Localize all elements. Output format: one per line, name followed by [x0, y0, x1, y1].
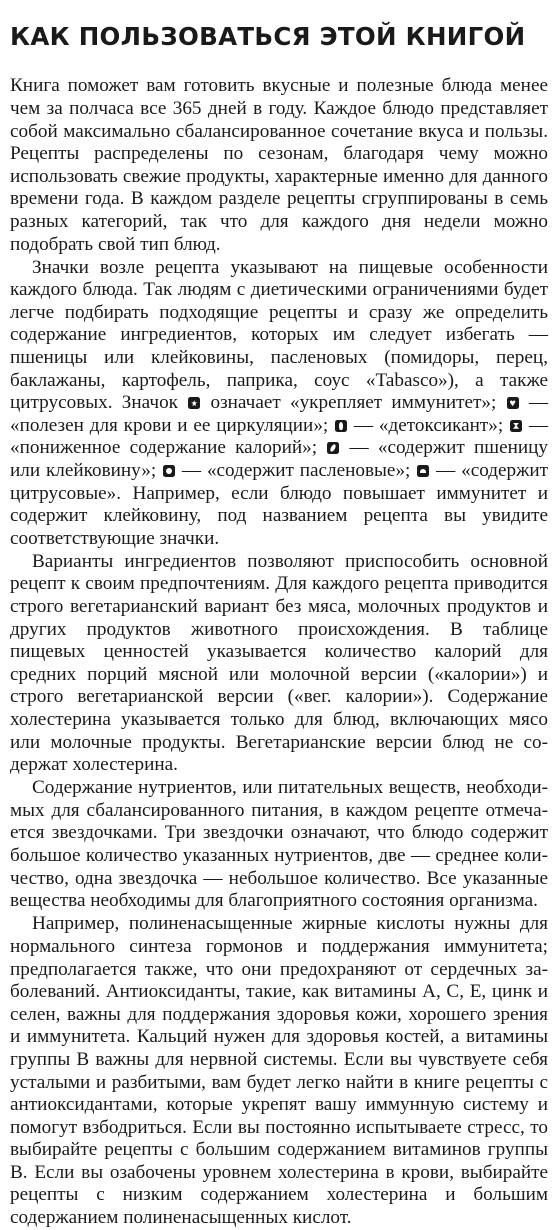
icons-text-a: Значки возле рецепта указывают на пищевые особенности каждого блюда. Так людям с диетическими ограничениями будет легче подбирать подходящие рецепты и сразу же определить содержание ингредиентов, которых им следует избегать — пшеницы или клейковины, пасленовых (помидоры, перец, баклажаны, картофель, паприка, соус «Tabasco»), а также цитрусовых. Значок [10, 256, 548, 414]
paragraph-examples: Например, полиненасыщенные жирные кислоты нужны для нормального синтеза гормонов и поддержания иммунитета; предполагается также, что они предохраняют от сердечных заболеваний. Антиоксиданты, такие, как витамины А, С, Е, цинк и селен, важны для поддержания здоровья кожи, хорошего зрения и иммунитета. Кальций нужен для здоровья костей, а витамины группы В важны для нервной системы. Если вы чувствуете себя усталыми и разбитыми, вам будет легко найти в книге рецепты с антиоксидантами, которые укрепят вашу иммунную систему и помогут взбодриться. Если вы постоянно испытываете стресс, то выбирайте рецепты с большим содержанием витаминов группы В. Если вы озабочены уровнем холестерина в крови, выбирайте рецепты с низким содержанием холестерина и большим содержанием полиненасыщенных кислот. [10, 913, 548, 1229]
immunity-icon [188, 397, 200, 409]
nightshade-icon [163, 465, 175, 477]
blood-circulation-icon [507, 397, 519, 409]
paragraph-variants: Варианты ингредиентов позволяют приспособить основной рецепт к своим предпочтениям. Для каждого рецепта приводится строго вегетарианский вариант без мяса, молочных продуктов и других продуктов животного происхождения. В таблице пищевых ценностей указывается количество калорий для средних порций мясной или молочной версии («калории») и строго вегетарианской версии («вег. калории»). Содержание холестерина указывается только для блюд, включающих мясо или молочные продукты. Вегетарианские версии блюд не содержат холестерина. [10, 550, 548, 776]
citrus-icon [417, 465, 429, 477]
low-calorie-icon [510, 420, 522, 432]
icons-text-b: означает «укрепляет иммунитет»; [210, 392, 497, 414]
icons-text-e: — «пониженное содержание калорий»; [10, 414, 549, 459]
detox-icon [335, 420, 347, 432]
article-body [10, 75, 548, 1229]
icons-text-d: — «детоксикант»; [353, 414, 504, 436]
icons-text-c: — «полезен для крови и ее циркуляции»; [10, 392, 549, 436]
wheat-gluten-icon [327, 442, 339, 454]
paragraph-nutrients: Содержание нутриентов, или питательных веществ, необходимых для сбалансированного питания, в каждом рецепте отмечается звездочками. Три звездочки означают, что блюдо содержит большое количество указанных нутриентов, две — среднее количество, одна звездочка — небольшое количество. Все указанные вещества необходимы для благоприятного состояния организма. [10, 777, 548, 912]
page-title: КАК ПОЛЬЗОВАТЬСЯ ЭТОЙ КНИГОЙ [10, 22, 526, 51]
icons-text-g: — «содержит пасленовые»; [181, 459, 411, 481]
paragraph-intro: Книга поможет вам готовить вкусные и полезные блюда менее чем за полчаса все 365 дней в году. Каждое блюдо представляет собой максимально сбалансированное сочетание вкуса и пользы. Рецепты распределены по сезонам, благодаря чему можно использовать свежие продукты, характерные именно для данного времени года. В каждом разделе рецепты сгруппированы в семь разных категорий, так что для каждого дня недели можно подобрать свой тип блюд. [10, 75, 548, 255]
icons-text-f: — «содержит пшеницу или клейковину»; [10, 437, 548, 481]
paragraph-icons [10, 257, 548, 551]
icons-text-h: — «содержит цитрусовые». Например, если блюдо повышает иммунитет и содержит клейковину, под названием рецепта вы увидите соответствующие значки. [10, 459, 549, 549]
